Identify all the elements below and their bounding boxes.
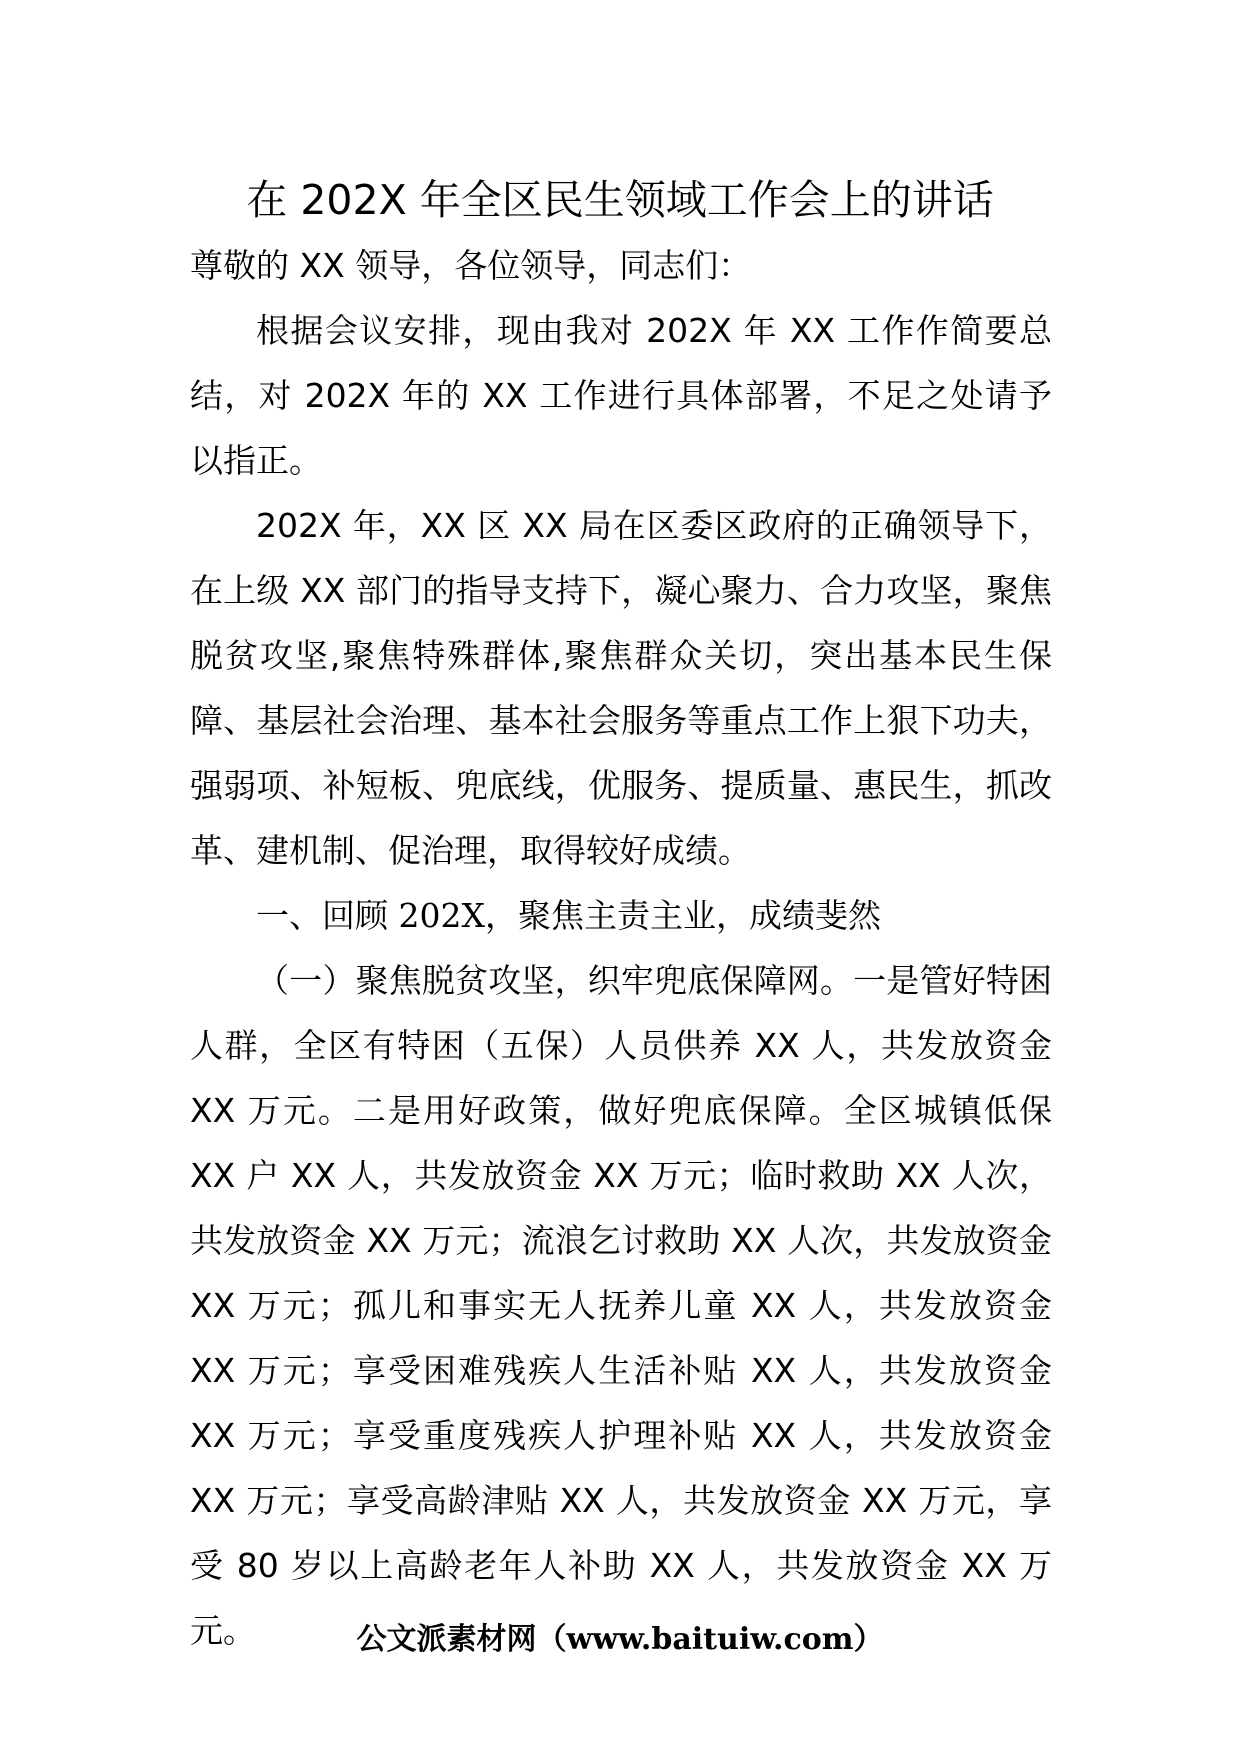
salutation: 尊敬的 XX 领导，各位领导，同志们：	[190, 246, 752, 285]
intro-paragraph: 根据会议安排，现由我对 202X 年 XX 工作作简要总结，对 202X 年的 XX 工作进行具体部署，不足之处请予以指正。	[190, 311, 1052, 480]
section-heading: 一、回顾 202X，聚焦主责主业，成绩斐然	[256, 896, 881, 935]
summary-paragraph: 202X 年，XX 区 XX 局在区委区政府的正确领导下，在上级 XX 部门的指导支持下，凝心聚力、合力攻坚，聚焦脱贫攻坚,聚焦特殊群体,聚焦群众关切，突出基本民生保障、基层社会治理、基本社会服务等重点工作上狠下功夫，强弱项、补短板、兜底线，优服务、提质量、惠民生，抓改革、建机制、促治理，取得较好成绩。	[190, 506, 1052, 870]
section-paragraph: （一）聚焦脱贫攻坚，织牢兜底保障网。一是管好特困人群，全区有特困（五保）人员供养 XX 人，共发放资金 XX 万元。二是用好政策，做好兜底保障。全区城镇低保 XX 户 XX 人，共发放资金 XX 万元；临时救助 XX 人次，共发放资金 XX 万元；流浪乞讨救助 XX 人次，共发放资金 XX 万元；孤儿和事实无人抚养儿童 XX 人，共发放资金 XX 万元；享受困难残疾人生活补贴 XX 人，共发放资金 XX 万元；享受重度残疾人护理补贴 XX 人，共发放资金 XX 万元；享受高龄津贴 XX 人，共发放资金 XX 万元，享受 80 岁以上高龄老年人补助 XX 人，共发放资金 XX 万元。	[190, 961, 1052, 1650]
document-body	[190, 233, 1052, 1663]
document-title: 在 202X 年全区民生领域工作会上的讲话	[246, 176, 994, 224]
footer-source: 公文派素材网（www.baituiw.com）	[356, 1622, 884, 1657]
